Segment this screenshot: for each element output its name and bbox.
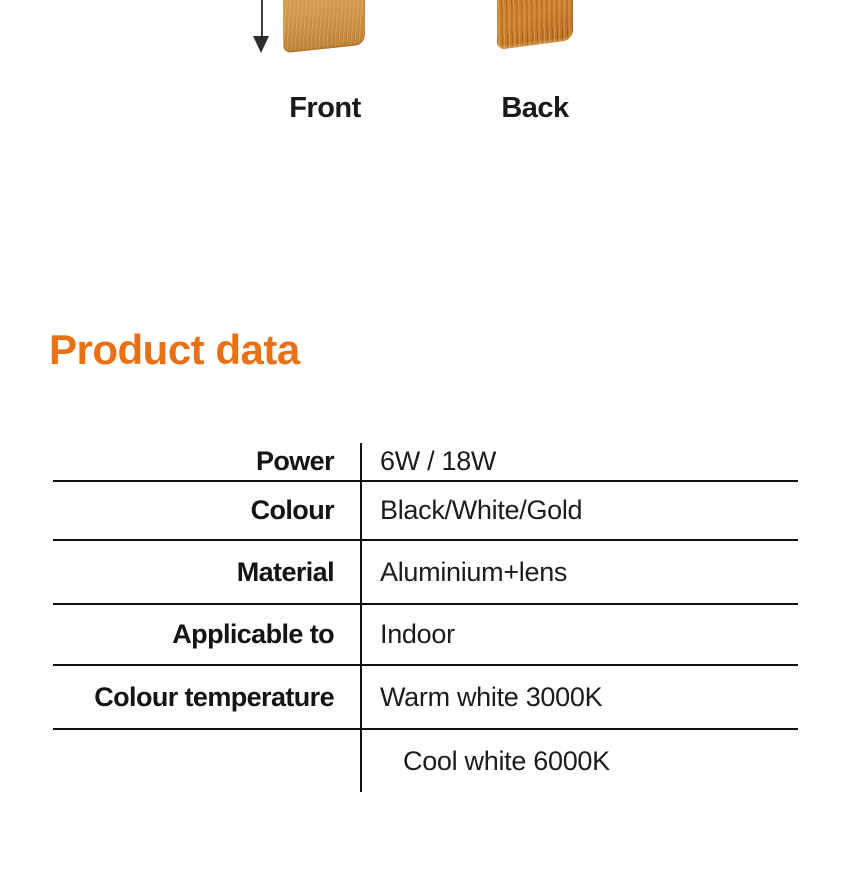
spec-value: Cool white 6000K: [403, 745, 610, 776]
down-arrow-icon: [253, 0, 270, 54]
front-plate-image: [283, 0, 365, 53]
spec-label: Colour temperature: [94, 681, 334, 712]
spec-row-cool-white: [53, 730, 798, 792]
front-plate-label: Front: [289, 92, 361, 124]
spec-table: [53, 443, 798, 792]
spec-row-colour: [53, 482, 798, 541]
table-vertical-divider: [360, 443, 362, 792]
spec-row-applicable-to: [53, 605, 798, 666]
spec-row-colour-temperature: [53, 666, 798, 730]
spec-value: Warm white 3000K: [380, 681, 603, 712]
down-arrow-head: [253, 36, 269, 53]
product-gallery: [0, 0, 850, 140]
spec-value: Aluminium+lens: [380, 556, 568, 587]
back-plate-label: Back: [501, 92, 569, 124]
spec-label: Colour: [250, 495, 334, 525]
spec-value: Indoor: [380, 619, 455, 649]
product-data-heading: Product data: [49, 326, 300, 373]
spec-value: 6W / 18W: [380, 446, 497, 476]
spec-row-power: [53, 443, 798, 482]
spec-label: Power: [255, 446, 334, 476]
spec-row-material: [53, 541, 798, 605]
spec-label: Material: [236, 556, 334, 587]
spec-label: [53, 730, 360, 792]
spec-label: Applicable to: [172, 619, 334, 649]
back-plate-image: [497, 0, 573, 50]
spec-value: Black/White/Gold: [380, 495, 583, 525]
down-arrow-shaft: [261, 0, 263, 38]
